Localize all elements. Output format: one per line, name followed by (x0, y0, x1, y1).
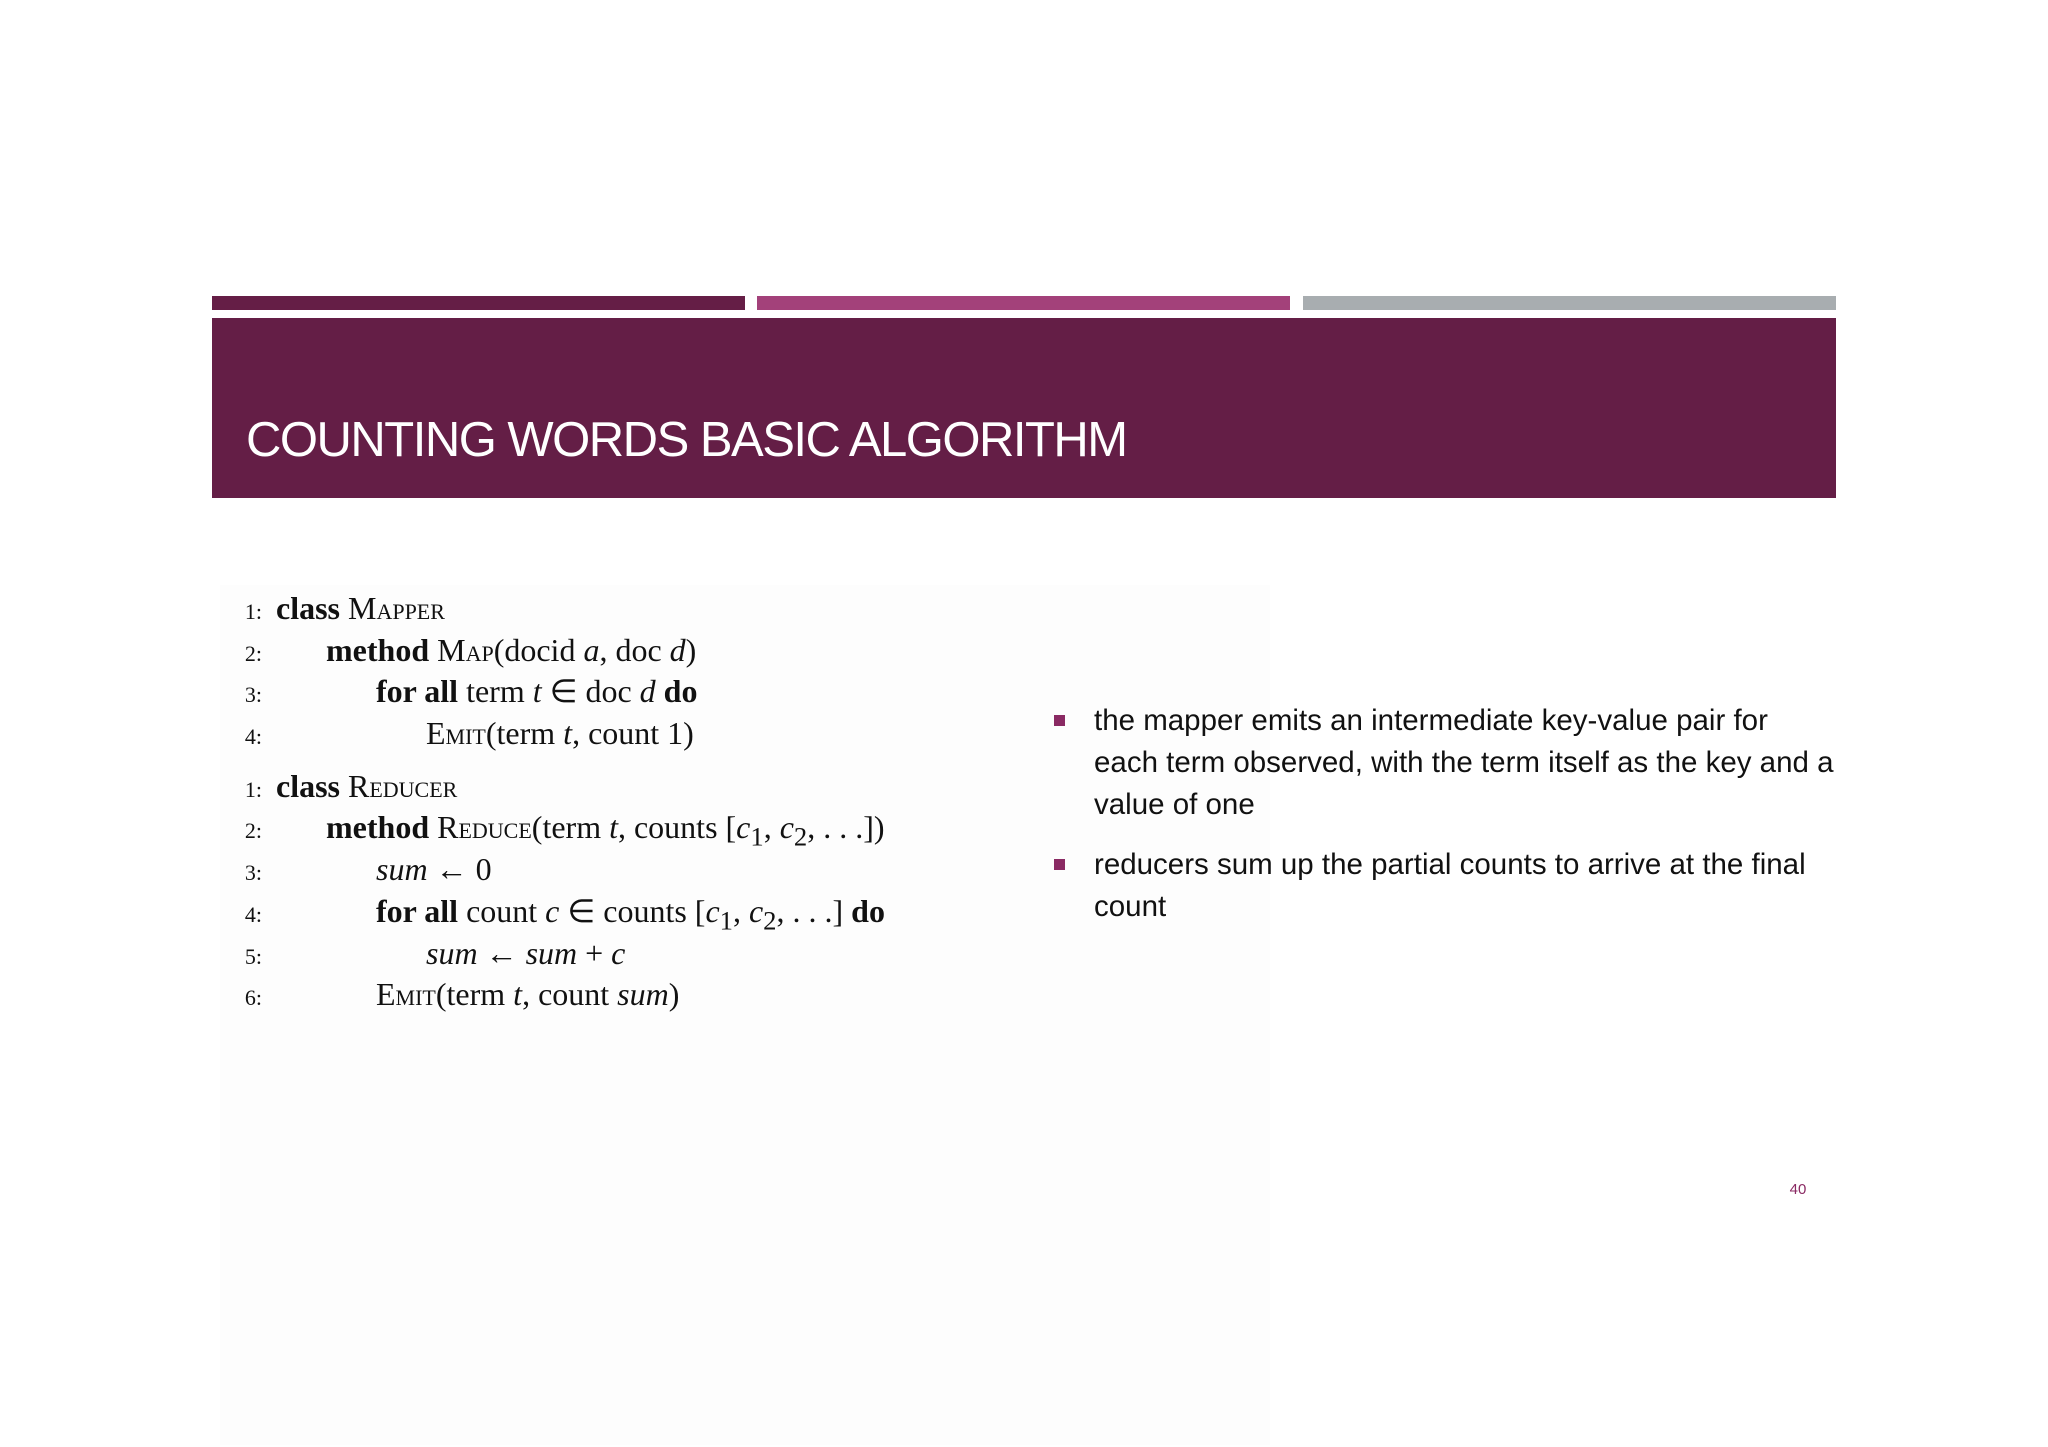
bullet-item (1054, 844, 1834, 928)
bullet-text: the mapper emits an intermediate key-value pair for each term observed, with the term itself as the key and a value of one (1094, 704, 1834, 821)
bullet-text: reducers sum up the partial counts to arrive at the final count (1094, 848, 1806, 923)
bullet-item (1054, 700, 1834, 826)
title-band (212, 318, 1836, 498)
square-bullet-icon (1054, 859, 1065, 870)
accent-bar-pink (757, 296, 1290, 310)
square-bullet-icon (1054, 715, 1065, 726)
slide-title: COUNTING WORDS BASIC ALGORITHM (246, 413, 1127, 467)
accent-bar-gray (1303, 296, 1836, 310)
page-number: 40 (1789, 1181, 1807, 1198)
accent-bar-dark (212, 296, 745, 310)
bullet-list (1054, 700, 1834, 946)
